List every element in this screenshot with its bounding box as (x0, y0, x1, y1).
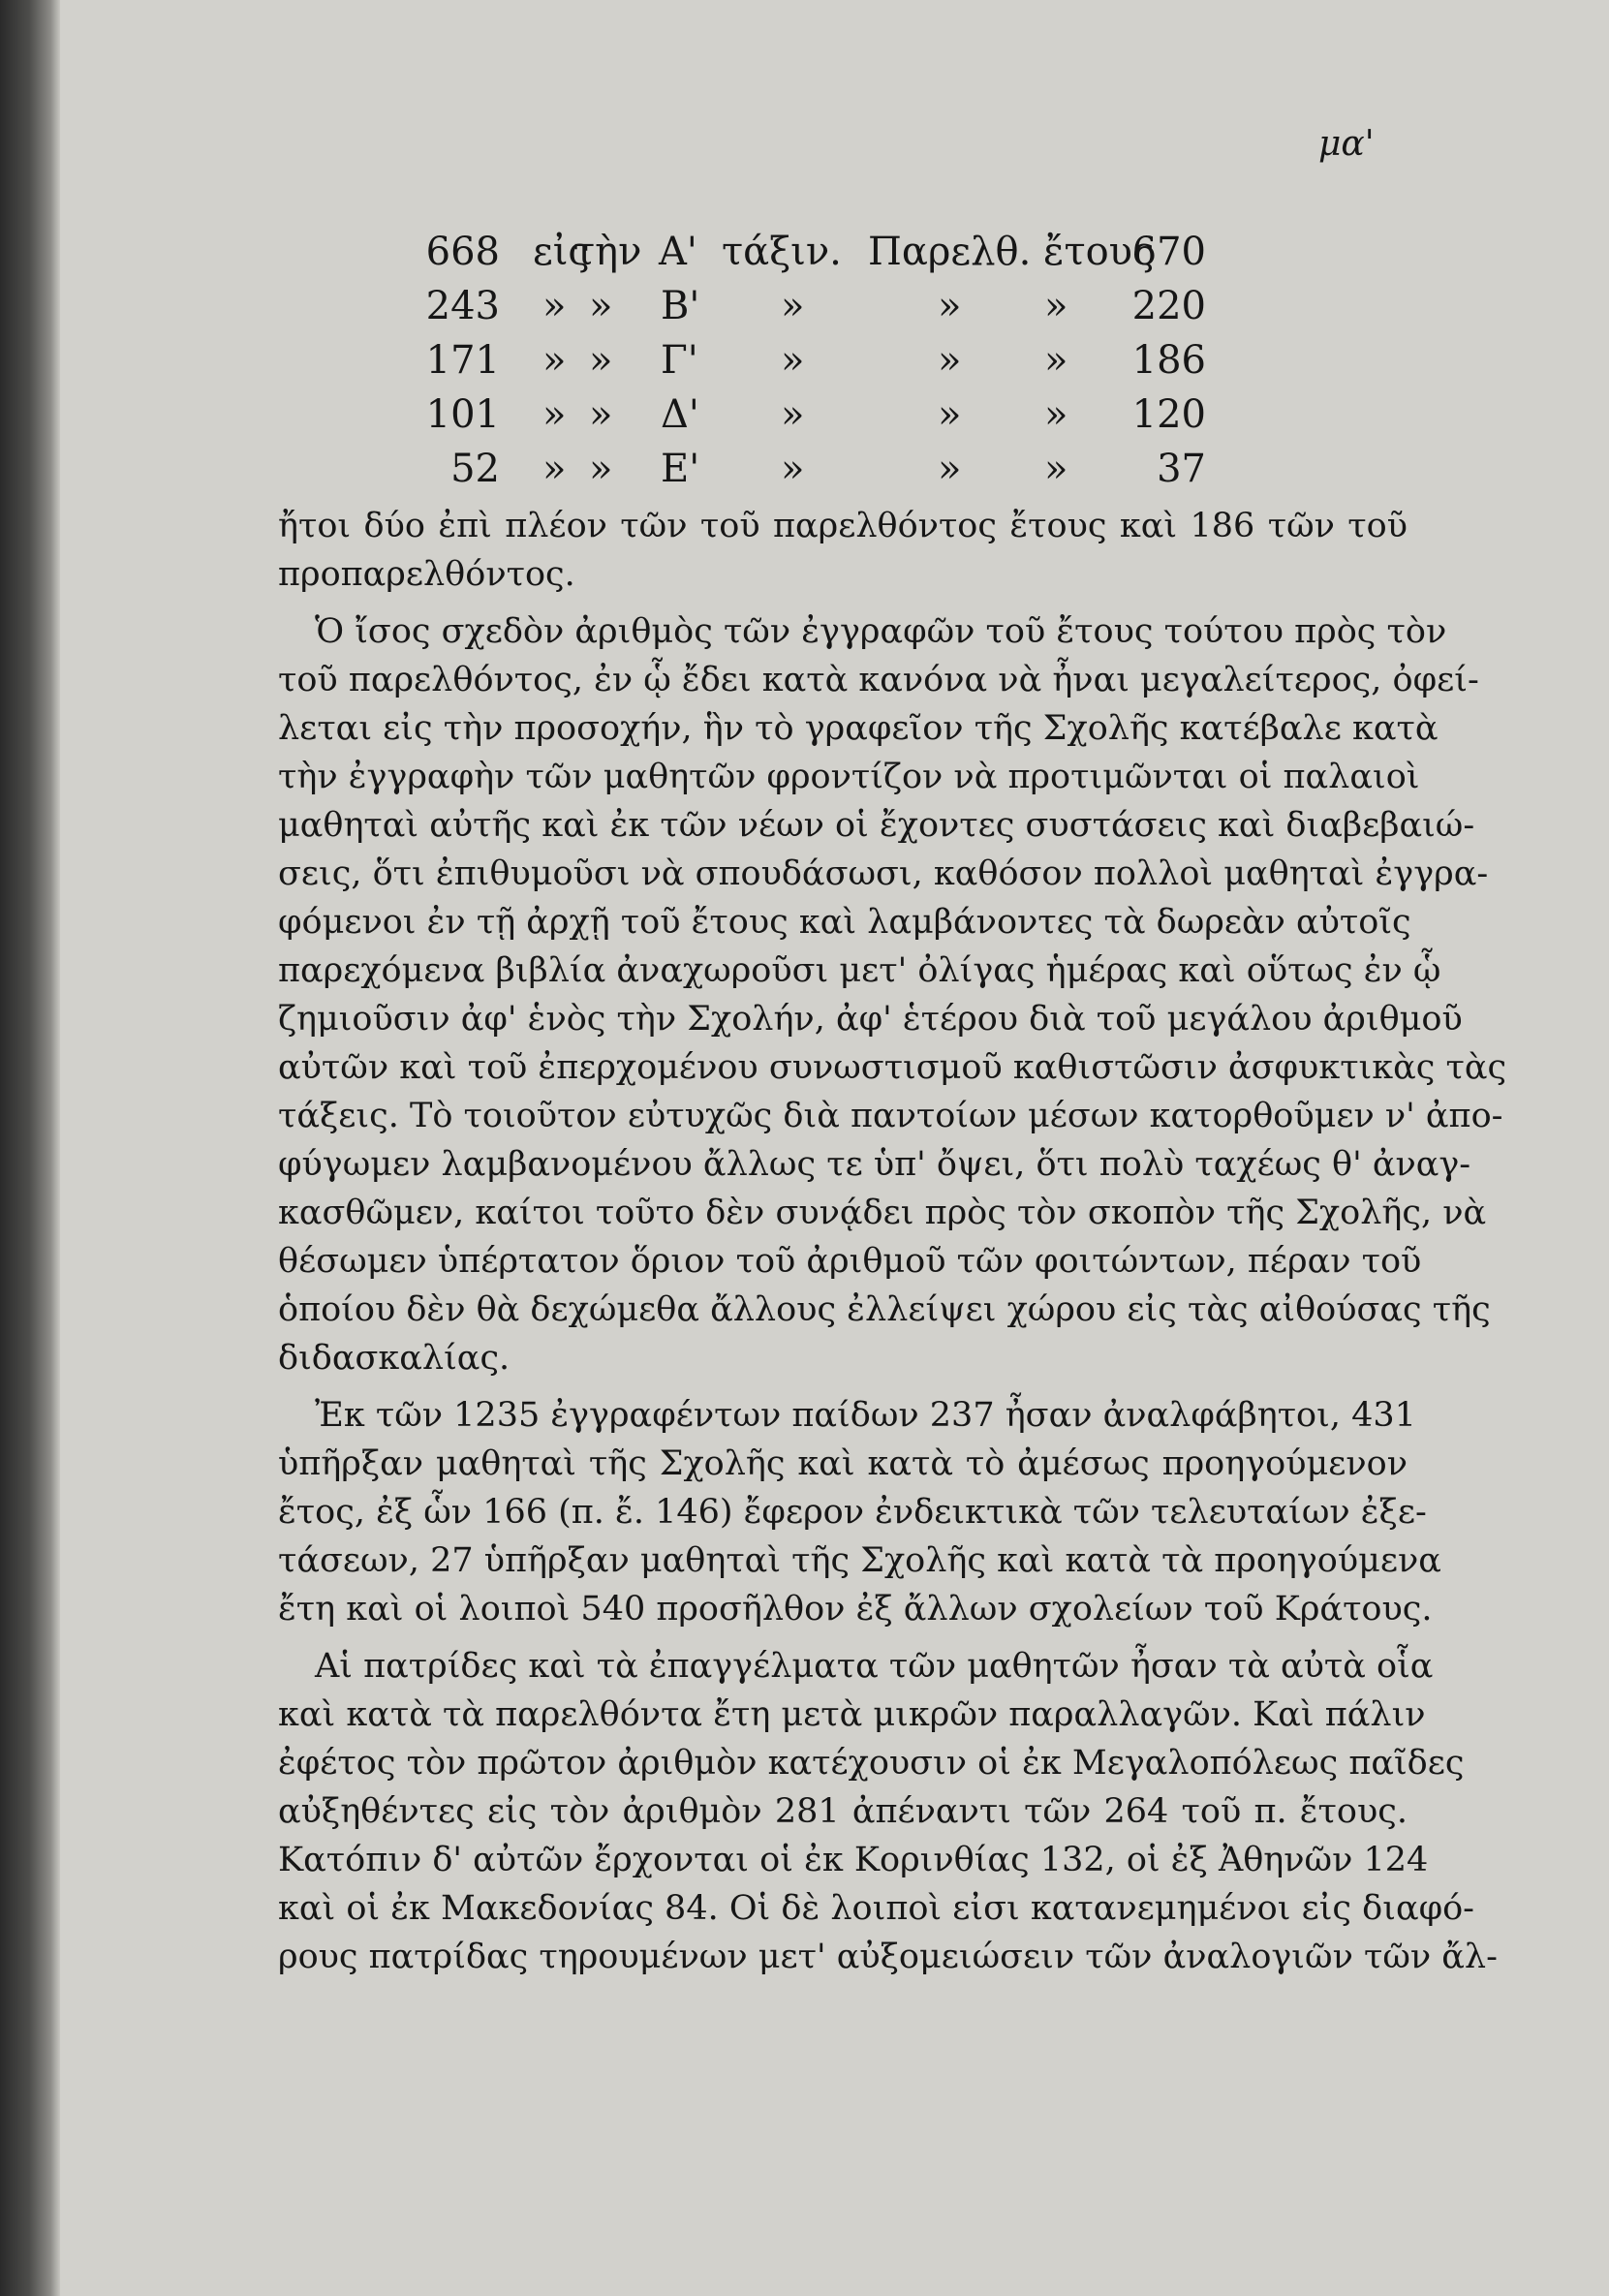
text-line: καὶ οἱ ἐκ Μακεδονίας 84. Οἱ δὲ λοιποὶ εἰσι κατανεμημένοι εἰς διαφό- (278, 1889, 1474, 1928)
ditto-mark: » (938, 392, 962, 437)
ditto-mark: » (781, 338, 805, 383)
text-line: προπαρελθόντος. (278, 555, 575, 594)
previous-year-count: 37 (1157, 447, 1206, 491)
text-line: φόμενοι ἐν τῇ ἀρχῇ τοῦ ἔτους καὶ λαμβάνοντες τὰ δωρεὰν αὐτοῖς (278, 903, 1411, 942)
text-line: φύγωμεν λαμβανομένου ἄλλως τε ὑπ' ὄψει, ὅτι πολὺ ταχέως θ' ἀναγ- (278, 1145, 1471, 1184)
student-count: 52 (450, 447, 500, 491)
ditto-mark: » (1044, 338, 1068, 383)
student-count: 171 (425, 338, 500, 383)
text-line: τὴν ἐγγραφὴν τῶν μαθητῶν φροντίζον νὰ προτιμῶνται οἱ παλαιοὶ (278, 758, 1420, 796)
ditto-mark: » (1044, 284, 1068, 328)
grade-label: Ε' (661, 447, 700, 491)
class-word: τάξιν. (722, 230, 842, 274)
text-line: ὑπῆρξαν μαθηταὶ τῆς Σχολῆς καὶ κατὰ τὸ ἀμέσως προηγούμενον (278, 1444, 1408, 1483)
text-line: Αἱ πατρίδες καὶ τὰ ἐπαγγέλματα τῶν μαθητῶν ἦσαν τὰ αὐτὰ οἷα (315, 1647, 1434, 1686)
text-line: σεις, ὅτι ἐπιθυμοῦσι νὰ σπουδάσωσι, καθόσον πολλοὶ μαθηταὶ ἐγγρα- (278, 854, 1489, 893)
ditto-mark: » (938, 447, 962, 491)
student-count: 668 (425, 230, 500, 274)
ditto-mark: » (589, 447, 613, 491)
text-line: ὁποίου δὲν θὰ δεχώμεθα ἄλλους ἐλλείψει χώρου εἰς τὰς αἰθούσας τῆς (278, 1290, 1491, 1329)
ditto-mark: » (1044, 447, 1068, 491)
previous-year-count: 186 (1131, 338, 1206, 383)
text-line: τάξεις. Τὸ τοιοῦτον εὐτυχῶς διὰ παντοίων μέσων κατορθοῦμεν ν' ἀπο- (278, 1097, 1503, 1135)
ditto-mark: » (542, 392, 567, 437)
ditto-mark: » (589, 392, 613, 437)
student-count: 101 (425, 392, 500, 437)
text-line: μαθηταὶ αὐτῆς καὶ ἐκ τῶν νέων οἱ ἔχοντες συστάσεις καὶ διαβεβαιώ- (278, 806, 1475, 845)
grade-label: Α' (659, 230, 697, 274)
ditto-mark: » (542, 447, 567, 491)
text-line: ἤτοι δύο ἐπὶ πλέον τῶν τοῦ παρελθόντος ἔτους καὶ 186 τῶν τοῦ (278, 507, 1408, 545)
text-line: Ἐκ τῶν 1235 ἐγγραφέντων παίδων 237 ἦσαν ἀναλφάβητοι, 431 (315, 1396, 1416, 1435)
text-line: αὐτῶν καὶ τοῦ ἐπερχομένου συνωστισμοῦ καθιστῶσιν ἀσφυκτικὰς τὰς (278, 1048, 1507, 1087)
text-line: λεται εἰς τὴν προσοχήν, ἣν τὸ γραφεῖον τῆς Σχολῆς κατέβαλε κατὰ (278, 709, 1439, 748)
preposition: εἰς (533, 230, 590, 274)
text-line: ζημιοῦσιν ἀφ' ἑνὸς τὴν Σχολήν, ἀφ' ἑτέρου διὰ τοῦ μεγάλου ἀριθμοῦ (278, 1000, 1463, 1039)
ditto-mark: » (781, 392, 805, 437)
article: τὴν (573, 230, 642, 274)
grade-label: Δ' (661, 392, 699, 437)
previous-year-label: Παρελθ. ἔτους (868, 230, 1155, 274)
text-line: καὶ κατὰ τὰ παρελθόντα ἔτη μετὰ μικρῶν παραλλαγῶν. Καὶ πάλιν (278, 1695, 1426, 1734)
text-line: Κατόπιν δ' αὐτῶν ἔρχονται οἱ ἐκ Κορινθίας 132, οἱ ἐξ Ἀθηνῶν 124 (278, 1841, 1429, 1879)
previous-year-count: 220 (1131, 284, 1206, 328)
text-line: Ὁ ἴσος σχεδὸν ἀριθμὸς τῶν ἐγγραφῶν τοῦ ἔτους τούτου πρὸς τὸν (315, 612, 1447, 651)
text-line: αὐξηθέντες εἰς τὸν ἀριθμὸν 281 ἀπέναντι τῶν 264 τοῦ π. ἔτους. (278, 1792, 1408, 1831)
ditto-mark: » (542, 284, 567, 328)
text-line: ἐφέτος τὸν πρῶτον ἀριθμὸν κατέχουσιν οἱ ἐκ Μεγαλοπόλεως παῖδες (278, 1744, 1465, 1783)
ditto-mark: » (589, 284, 613, 328)
ditto-mark: » (938, 284, 962, 328)
previous-year-count: 120 (1131, 392, 1206, 437)
grade-label: Β' (661, 284, 700, 328)
text-line: κασθῶμεν, καίτοι τοῦτο δὲν συνᾴδει πρὸς τὸν σκοπὸν τῆς Σχολῆς, νὰ (278, 1194, 1487, 1232)
previous-year-count: 670 (1131, 230, 1206, 274)
text-line: διδασκαλίας. (278, 1339, 511, 1378)
text-line: παρεχόμενα βιβλία ἀναχωροῦσι μετ' ὀλίγας ἡμέρας καὶ οὕτως ἐν ᾧ (278, 951, 1441, 990)
ditto-mark: » (781, 284, 805, 328)
text-line: ἔτος, ἐξ ὧν 166 (π. ἔ. 146) ἔφερον ἐνδεικτικὰ τῶν τελευταίων ἐξε- (278, 1493, 1427, 1532)
grade-label: Γ' (661, 338, 698, 383)
ditto-mark: » (781, 447, 805, 491)
ditto-mark: » (1044, 392, 1068, 437)
text-line: ρους πατρίδας τηρουμένων μετ' αὐξομειώσειν τῶν ἀναλογιῶν τῶν ἄλ- (278, 1938, 1498, 1976)
text-line: θέσωμεν ὑπέρτατον ὅριον τοῦ ἀριθμοῦ τῶν φοιτώντων, πέραν τοῦ (278, 1242, 1422, 1281)
ditto-mark: » (938, 338, 962, 383)
book-spine-shadow (0, 0, 60, 2296)
text-line: τάσεων, 27 ὑπῆρξαν μαθηταὶ τῆς Σχολῆς καὶ κατὰ τὰ προηγούμενα (278, 1541, 1441, 1580)
text-line: τοῦ παρελθόντος, ἐν ᾧ ἔδει κατὰ κανόνα νὰ ἦναι μεγαλείτερος, ὀφεί- (278, 661, 1479, 699)
student-count: 243 (425, 284, 500, 328)
ditto-mark: » (542, 338, 567, 383)
ditto-mark: » (589, 338, 613, 383)
page-number: μα' (1318, 124, 1375, 164)
text-line: ἔτη καὶ οἱ λοιποὶ 540 προσῆλθον ἐξ ἄλλων σχολείων τοῦ Κράτους. (278, 1590, 1433, 1629)
